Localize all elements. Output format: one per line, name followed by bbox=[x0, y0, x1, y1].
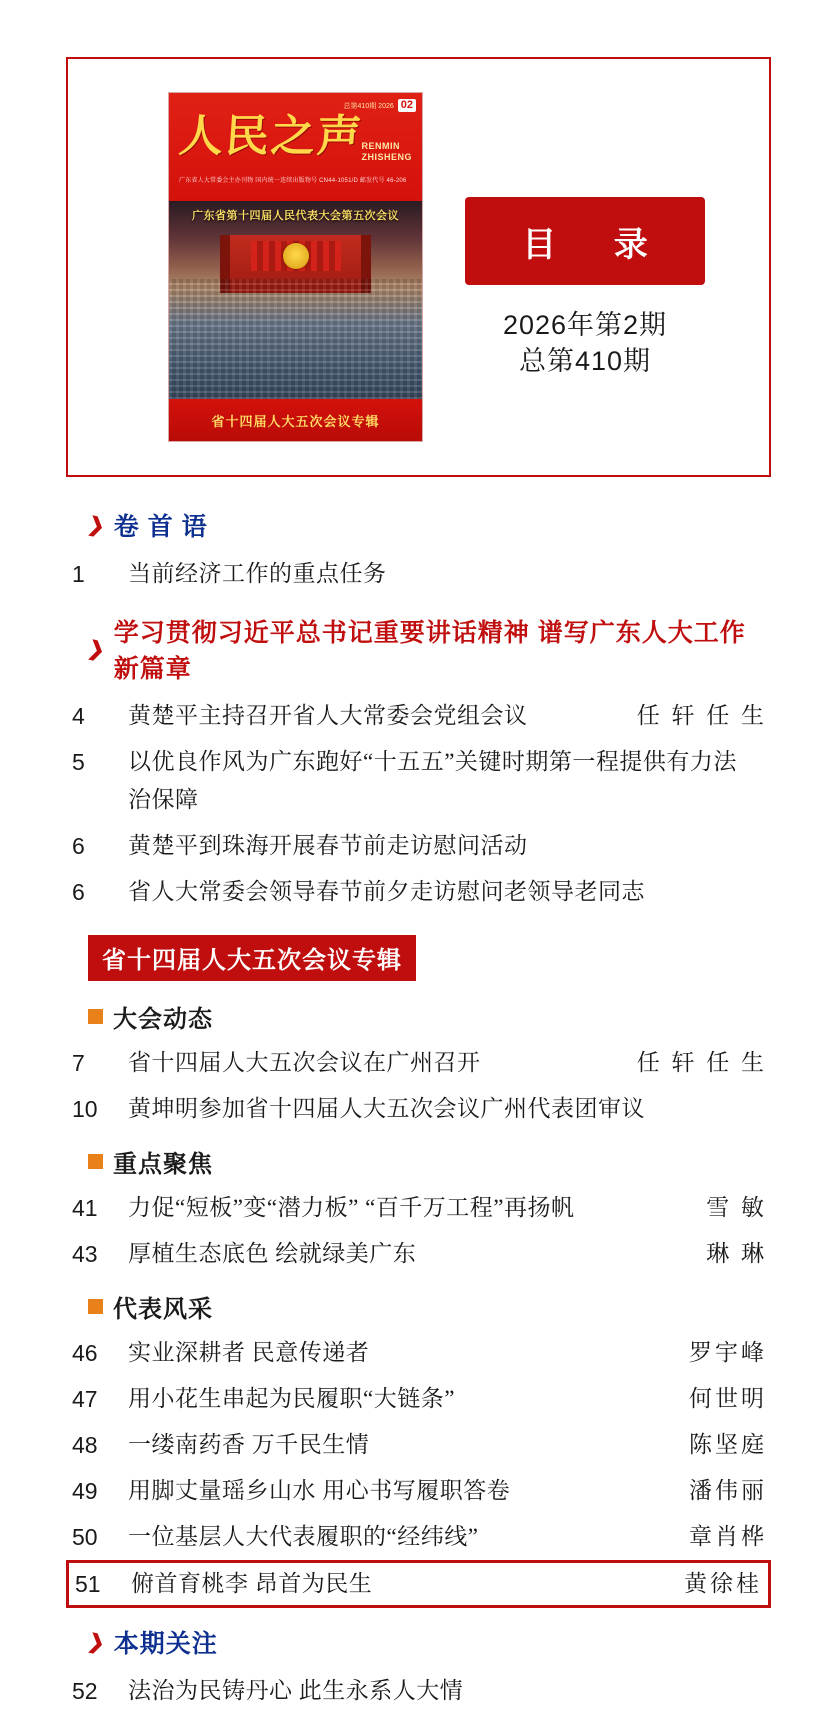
chevron-right-icon: ❯ bbox=[85, 512, 108, 539]
subsection-title: 代表风采 bbox=[113, 1296, 213, 1323]
cover-subline: 广东省人大常委会主办刊物 国内统一连续出版物号 CN44-1051/D 邮发代号 46-206 bbox=[179, 178, 407, 184]
subsection-heading-zhongdianjujiao bbox=[88, 1144, 771, 1179]
entry-page: 6 bbox=[72, 833, 85, 859]
entry-author: 任 轩 任 生 bbox=[636, 1050, 767, 1075]
masthead-panel bbox=[66, 57, 771, 477]
entry-title: 法治为民铸丹心 此生永系人大情 bbox=[128, 1678, 464, 1703]
entry-title: 省十四届人大五次会议在广州召开 bbox=[128, 1050, 481, 1075]
toc-entry[interactable] bbox=[66, 1330, 771, 1376]
toc-entry[interactable] bbox=[66, 739, 771, 823]
toc-entry[interactable] bbox=[66, 1422, 771, 1468]
entry-title: 一位基层人大代表履职的“经纬线” bbox=[128, 1524, 479, 1549]
cover-photo bbox=[169, 201, 422, 399]
square-bullet-icon bbox=[88, 1009, 103, 1024]
subsection-heading-daibiaofengcai bbox=[88, 1289, 771, 1324]
square-bullet-icon bbox=[88, 1154, 103, 1169]
cover-header-band bbox=[169, 93, 422, 201]
section-title: 学习贯彻习近平总书记重要讲话精神 谱写广东人大工作新篇章 bbox=[113, 619, 746, 683]
toc-badge: 目 录 bbox=[465, 197, 705, 285]
entry-title: 当前经济工作的重点任务 bbox=[128, 561, 387, 586]
cover-photo-headline: 广东省第十四届人民代表大会第五次会议 bbox=[192, 210, 399, 222]
toc-entry[interactable] bbox=[66, 551, 771, 597]
toc-header-block bbox=[465, 197, 705, 379]
entry-title: 黄楚平主持召开省人大常委会党组会议 bbox=[128, 703, 528, 728]
national-emblem-icon bbox=[283, 243, 309, 269]
subsection-title: 重点聚焦 bbox=[113, 1151, 213, 1178]
toc-entry[interactable] bbox=[66, 823, 771, 869]
cover-bottom-band bbox=[169, 399, 422, 441]
entry-page: 10 bbox=[72, 1096, 98, 1122]
square-bullet-icon bbox=[88, 1299, 103, 1314]
entry-page: 52 bbox=[72, 1678, 98, 1704]
toc-entry[interactable] bbox=[66, 1040, 771, 1086]
entry-page: 49 bbox=[72, 1478, 98, 1504]
entry-page: 46 bbox=[72, 1340, 98, 1366]
entry-author: 陈坚庭 bbox=[689, 1432, 767, 1457]
cover-pinyin bbox=[361, 141, 412, 163]
entry-title: 厚植生态底色 绘就绿美广东 bbox=[128, 1241, 417, 1266]
subsection-title: 大会动态 bbox=[113, 1006, 213, 1033]
cover-issue-label: 总第410期 2026 bbox=[343, 102, 394, 110]
cover-title: 人民之声 bbox=[177, 112, 365, 161]
toc-entry[interactable] bbox=[66, 1468, 771, 1514]
entry-author: 黄徐桂 bbox=[684, 1571, 762, 1596]
toc-entry[interactable] bbox=[66, 693, 771, 739]
entry-title: 实业深耕者 民意传递者 bbox=[128, 1340, 370, 1365]
section-title: 本期关注 bbox=[113, 1630, 218, 1658]
entry-title: 以优良作风为广东跑好“十五五”关键时期第一程提供有力法治保障 bbox=[128, 749, 737, 812]
toc-entry-highlighted[interactable] bbox=[66, 1560, 771, 1608]
entry-page: 41 bbox=[72, 1195, 98, 1221]
entry-page: 47 bbox=[72, 1386, 98, 1412]
section-heading-juanshouyu bbox=[85, 507, 771, 543]
entry-page: 48 bbox=[72, 1432, 98, 1458]
toc-entry[interactable] bbox=[66, 1231, 771, 1277]
entry-page: 51 bbox=[75, 1571, 101, 1597]
entry-title: 一缕南药香 万千民生情 bbox=[128, 1432, 370, 1457]
entry-author: 任 轩 任 生 bbox=[636, 703, 767, 728]
section-banner-special-issue: 省十四届人大五次会议专辑 bbox=[88, 935, 416, 981]
section-heading-benqiguanzhu bbox=[85, 1624, 771, 1660]
entry-page: 50 bbox=[72, 1524, 98, 1550]
entry-author: 琳 琳 bbox=[706, 1241, 767, 1266]
entry-page: 6 bbox=[72, 879, 85, 905]
entry-title: 黄坤明参加省十四届人大五次会议广州代表团审议 bbox=[128, 1096, 645, 1121]
audience-seats bbox=[169, 279, 422, 399]
toc-entry[interactable] bbox=[66, 869, 771, 915]
entry-title: 用脚丈量瑶乡山水 用心书写履职答卷 bbox=[128, 1478, 511, 1503]
toc-entry[interactable] bbox=[66, 1514, 771, 1560]
toc-entry[interactable] bbox=[66, 1086, 771, 1132]
section-title: 卷 首 语 bbox=[113, 513, 208, 541]
chevron-right-icon: ❯ bbox=[85, 1629, 108, 1656]
entry-title: 力促“短板”变“潜力板” “百千万工程”再扬帆 bbox=[128, 1195, 575, 1220]
entry-author: 潘伟丽 bbox=[689, 1478, 767, 1503]
entry-author: 何世明 bbox=[689, 1386, 767, 1411]
magazine-cover-image bbox=[168, 92, 423, 442]
entry-page: 4 bbox=[72, 703, 85, 729]
cover-issue-bar bbox=[344, 99, 416, 112]
table-of-contents bbox=[66, 507, 771, 1714]
entry-title: 用小花生串起为民履职“大链条” bbox=[128, 1386, 455, 1411]
cover-bottom-text: 省十四届人大五次会议专辑 bbox=[211, 413, 380, 429]
cover-pinyin-line1: RENMIN bbox=[361, 141, 400, 151]
issue-info bbox=[465, 307, 705, 379]
entry-page: 43 bbox=[72, 1241, 98, 1267]
toc-entry[interactable] bbox=[66, 1185, 771, 1231]
section-heading-xuexiguanche bbox=[85, 613, 771, 685]
entry-page: 7 bbox=[72, 1050, 85, 1076]
cover-issue-number: 02 bbox=[398, 99, 416, 112]
toc-entry[interactable] bbox=[66, 1376, 771, 1422]
subsection-heading-dahuidongtai bbox=[88, 999, 771, 1034]
entry-author: 雪 敏 bbox=[706, 1195, 767, 1220]
entry-author: 章肖桦 bbox=[689, 1524, 767, 1549]
entry-author: 罗宇峰 bbox=[689, 1340, 767, 1365]
toc-entry[interactable] bbox=[66, 1668, 771, 1714]
entry-title: 黄楚平到珠海开展春节前走访慰问活动 bbox=[128, 833, 528, 858]
issue-line-2: 总第410期 bbox=[518, 346, 652, 376]
entry-page: 5 bbox=[72, 749, 85, 775]
cover-pinyin-line2: ZHISHENG bbox=[361, 152, 412, 162]
entry-page: 1 bbox=[72, 561, 85, 587]
issue-line-1: 2026年第2期 bbox=[502, 310, 668, 340]
entry-title: 省人大常委会领导春节前夕走访慰问老领导老同志 bbox=[128, 879, 645, 904]
chevron-right-icon: ❯ bbox=[85, 636, 108, 663]
entry-title: 俯首育桃李 昂首为民生 bbox=[131, 1571, 373, 1596]
